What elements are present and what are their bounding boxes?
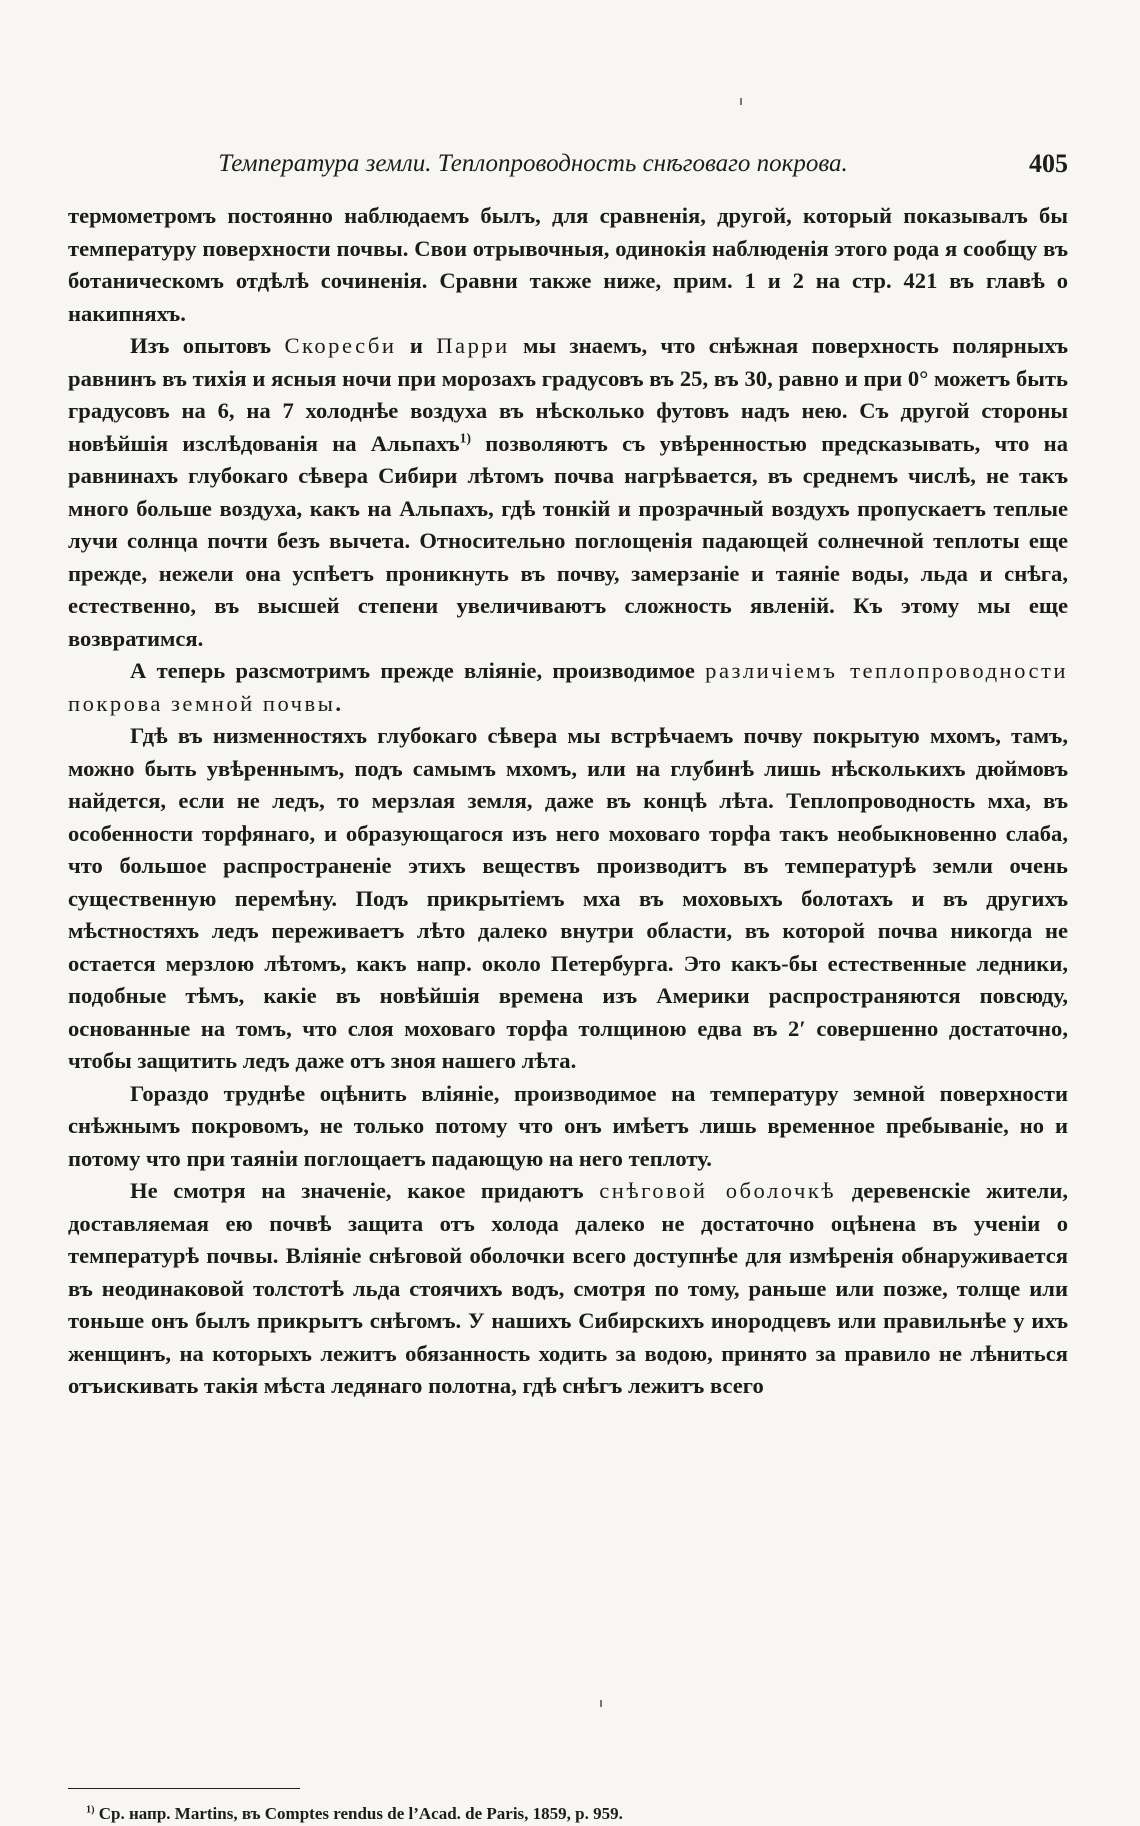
footnote-reference: 1) bbox=[459, 429, 471, 445]
body-text bbox=[68, 200, 1068, 1403]
footnote bbox=[86, 1802, 986, 1826]
emphasized-text: снѣговой оболочкѣ bbox=[599, 1178, 837, 1203]
paragraph-text: Изъ опытовъ bbox=[130, 333, 285, 358]
paragraph-text: мы знаемъ, что снѣжная поверхность полярныхъ равнинъ въ тихія и ясныя ночи при морозахъ градусовъ въ 25, въ 30, равно и при 0° можетъ быть градусовъ на 6, на 7 холоднѣе воздуха въ нѣсколько футовъ надъ нею. Съ другой стороны новѣйшія изслѣдованія на Альпахъ bbox=[68, 333, 1068, 456]
footnote-text: Ср. напр. Martins, въ Comptes rendus de l’Acad. de Paris, 1859, p. 959. bbox=[94, 1804, 623, 1823]
paragraph-text: и bbox=[396, 333, 437, 358]
running-title: Температура земли. Теплопроводность снѣговаго покрова. bbox=[218, 150, 848, 177]
page-number: 405 bbox=[1029, 149, 1068, 178]
paragraph-text: А теперь разсмотримъ прежде вліяніе, производимое bbox=[130, 658, 706, 683]
paragraph-conductivity-intro bbox=[68, 655, 1068, 720]
paragraph-text: Не смотря на значеніе, какое придаютъ bbox=[130, 1178, 600, 1203]
paragraph-continuation bbox=[68, 200, 1068, 330]
emphasized-text: различіемъ теплопроводности покрова земной почвы bbox=[68, 658, 1069, 716]
paragraph-text: . bbox=[335, 690, 342, 716]
paragraph-text: Гдѣ въ низменностяхъ глубокаго сѣвера мы встрѣчаемъ почву покрытую мхомъ, тамъ, можно быть увѣреннымъ, подъ самымъ мхомъ, или на глубинѣ лишь нѣсколькихъ дюймовъ найдется, если не ледъ, то мерзлая земля, даже въ концѣ лѣта. Теплопроводность мха, въ особенности торфянаго, и образующагося изъ него моховаго торфа такъ необыкновенно слаба, что большое распространеніе этихъ веществъ производитъ въ температурѣ земли очень существенную перемѣну. Подъ прикрытіемъ мха въ моховыхъ болотахъ и въ другихъ мѣстностяхъ ледъ переживаетъ лѣто далеко внутри области, въ которой почва никогда не остается мерзлою лѣтомъ, какъ напр. около Петербурга. Это какъ-бы естественные ледники, подобные тѣмъ, какіе въ новѣйшія времена изъ Америки распространяются повсюду, основанные на томъ, что слоя моховаго торфа толщиною едва въ 2′ совершенно достаточно, чтобы защитить ледъ даже отъ зноя нашего лѣта. bbox=[68, 723, 1068, 1073]
paragraph-snow-shell bbox=[68, 1175, 1068, 1403]
author-name: Парри bbox=[436, 333, 510, 358]
page-header bbox=[68, 148, 1068, 184]
scan-speck bbox=[600, 1700, 602, 1707]
paragraph-text: термометромъ постоянно наблюдаемъ былъ, для сравненія, другой, который показывалъ бы температуру поверхности почвы. Свои отрывочныя, одинокія наблюденія этого рода я сообщу въ ботаническомъ отдѣлѣ сочиненія. Сравни также ниже, прим. 1 и 2 на стр. 421 въ главѣ о накипняхъ. bbox=[68, 203, 1068, 326]
paragraph-text: Гораздо труднѣе оцѣнить вліяніе, производимое на температуру земной поверхности снѣжнымъ покровомъ, не только потому что онъ имѣетъ лишь временное пребываніе, но и потому что при таяніи поглощаетъ падающую на него теплоту. bbox=[68, 1080, 1068, 1171]
paragraph-snow-surface bbox=[68, 330, 1068, 655]
footnote-marker: 1) bbox=[86, 1804, 95, 1816]
paragraph-snow-cover bbox=[68, 1078, 1068, 1176]
paragraph-text: деревенскіе жители, доставляемая ею почвѣ защита отъ холода далеко не достаточно оцѣнена въ ученіи о температурѣ почвы. Вліяніе снѣговой оболочки всего доступнѣе для измѣренія обнаруживается въ неодинаковой толстотѣ льда стоячихъ водъ, смотря по тому, раньше или позже, толще или тоньше онъ былъ прикрытъ снѣгомъ. У нашихъ Сибирскихъ инородцевъ или правильнѣе у ихъ женщинъ, на которыхъ лежитъ обязанность ходить за водою, принято за правило не лѣниться отъискивать такія мѣста ледянаго полотна, гдѣ снѣгъ лежитъ всего bbox=[68, 1178, 1068, 1398]
scan-speck bbox=[740, 98, 742, 105]
author-name: Скоресби bbox=[284, 333, 397, 358]
paragraph-moss bbox=[68, 720, 1068, 1078]
paragraph-text: позволяютъ съ увѣренностью предсказывать, что на равнинахъ глубокаго сѣвера Сибири лѣтомъ почва нагрѣвается, въ среднемъ числѣ, не такъ много больше воздуха, какъ на Альпахъ, гдѣ тонкій и прозрачный воздухъ пропускаетъ теплые лучи солнца почти безъ вычета. Относительно поглощенія падающей солнечной теплоты еще прежде, нежели она успѣетъ проникнуть въ почву, замерзаніе и таяніе воды, льда и снѣга, естественно, въ высшей степени увеличиваютъ сложность явленій. Къ этому мы еще возвратимся. bbox=[68, 430, 1068, 651]
footnote-divider bbox=[68, 1788, 300, 1789]
